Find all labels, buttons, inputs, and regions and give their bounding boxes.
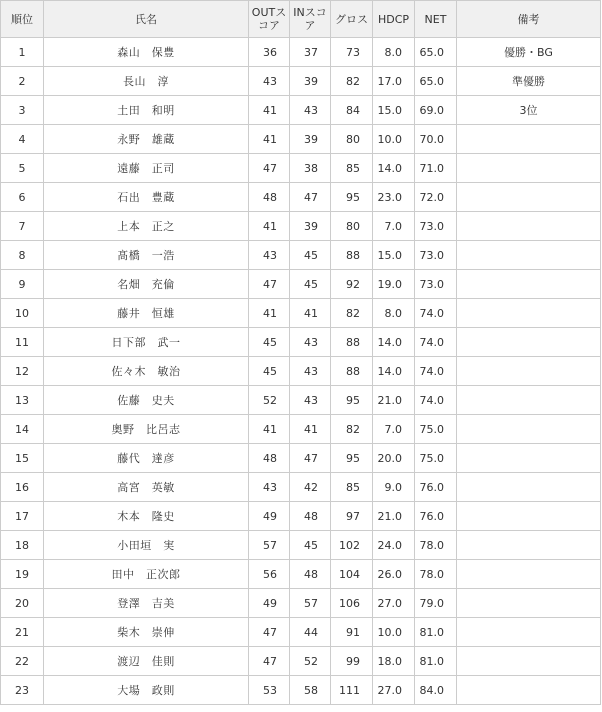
cell-out-score: 41 <box>249 125 290 154</box>
cell-rank: 20 <box>1 589 44 618</box>
cell-out-score: 49 <box>249 502 290 531</box>
cell-net: 78.0 <box>415 560 457 589</box>
cell-gross: 102 <box>331 531 373 560</box>
cell-gross: 82 <box>331 67 373 96</box>
cell-gross: 95 <box>331 183 373 212</box>
cell-name: 佐藤 史夫 <box>44 386 249 415</box>
table-row <box>1 38 601 67</box>
cell-rank: 23 <box>1 676 44 705</box>
cell-in-score: 41 <box>290 415 331 444</box>
cell-hdcp: 18.0 <box>373 647 415 676</box>
cell-name: 田中 正次郎 <box>44 560 249 589</box>
cell-hdcp: 15.0 <box>373 96 415 125</box>
cell-gross: 73 <box>331 38 373 67</box>
cell-net: 70.0 <box>415 125 457 154</box>
cell-rank: 1 <box>1 38 44 67</box>
cell-note <box>457 241 601 270</box>
cell-rank: 5 <box>1 154 44 183</box>
cell-in-score: 44 <box>290 618 331 647</box>
cell-rank: 8 <box>1 241 44 270</box>
cell-in-score: 58 <box>290 676 331 705</box>
cell-rank: 16 <box>1 473 44 502</box>
cell-hdcp: 21.0 <box>373 502 415 531</box>
cell-note: 3位 <box>457 96 601 125</box>
cell-name: 長山 淳 <box>44 67 249 96</box>
cell-name: 土田 和明 <box>44 96 249 125</box>
header-name: 氏名 <box>44 1 249 38</box>
cell-net: 69.0 <box>415 96 457 125</box>
header-gross: グロス <box>331 1 373 38</box>
cell-hdcp: 8.0 <box>373 38 415 67</box>
cell-hdcp: 7.0 <box>373 212 415 241</box>
cell-name: 藤井 恒雄 <box>44 299 249 328</box>
table-row <box>1 125 601 154</box>
cell-note <box>457 212 601 241</box>
table-row <box>1 299 601 328</box>
cell-net: 84.0 <box>415 676 457 705</box>
cell-gross: 95 <box>331 444 373 473</box>
cell-rank: 11 <box>1 328 44 357</box>
cell-out-score: 48 <box>249 444 290 473</box>
cell-note <box>457 328 601 357</box>
cell-gross: 85 <box>331 154 373 183</box>
cell-net: 71.0 <box>415 154 457 183</box>
cell-hdcp: 20.0 <box>373 444 415 473</box>
cell-note: 準優勝 <box>457 67 601 96</box>
cell-name: 高宮 英敏 <box>44 473 249 502</box>
cell-gross: 95 <box>331 386 373 415</box>
cell-net: 75.0 <box>415 444 457 473</box>
cell-in-score: 43 <box>290 357 331 386</box>
header-net: NET <box>415 1 457 38</box>
table-row <box>1 357 601 386</box>
cell-gross: 80 <box>331 125 373 154</box>
cell-hdcp: 17.0 <box>373 67 415 96</box>
cell-net: 74.0 <box>415 328 457 357</box>
cell-rank: 18 <box>1 531 44 560</box>
table-row <box>1 444 601 473</box>
cell-rank: 9 <box>1 270 44 299</box>
cell-note <box>457 618 601 647</box>
cell-net: 81.0 <box>415 618 457 647</box>
cell-out-score: 47 <box>249 618 290 647</box>
cell-note <box>457 502 601 531</box>
cell-rank: 13 <box>1 386 44 415</box>
cell-name: 木本 隆史 <box>44 502 249 531</box>
cell-gross: 85 <box>331 473 373 502</box>
cell-in-score: 39 <box>290 125 331 154</box>
cell-net: 72.0 <box>415 183 457 212</box>
cell-net: 78.0 <box>415 531 457 560</box>
cell-gross: 82 <box>331 299 373 328</box>
cell-in-score: 38 <box>290 154 331 183</box>
cell-net: 76.0 <box>415 502 457 531</box>
cell-note <box>457 676 601 705</box>
cell-out-score: 41 <box>249 96 290 125</box>
table-body <box>1 38 601 705</box>
cell-hdcp: 14.0 <box>373 328 415 357</box>
cell-rank: 22 <box>1 647 44 676</box>
cell-in-score: 45 <box>290 531 331 560</box>
table-row <box>1 154 601 183</box>
table-row <box>1 96 601 125</box>
cell-name: 遠藤 正司 <box>44 154 249 183</box>
cell-rank: 7 <box>1 212 44 241</box>
cell-name: 奥野 比呂志 <box>44 415 249 444</box>
cell-gross: 82 <box>331 415 373 444</box>
cell-hdcp: 14.0 <box>373 357 415 386</box>
cell-in-score: 42 <box>290 473 331 502</box>
cell-net: 75.0 <box>415 415 457 444</box>
cell-name: 石出 豊蔵 <box>44 183 249 212</box>
cell-in-score: 39 <box>290 212 331 241</box>
cell-note <box>457 386 601 415</box>
cell-out-score: 56 <box>249 560 290 589</box>
cell-note <box>457 270 601 299</box>
table-row <box>1 241 601 270</box>
cell-rank: 15 <box>1 444 44 473</box>
cell-gross: 104 <box>331 560 373 589</box>
cell-out-score: 45 <box>249 328 290 357</box>
cell-hdcp: 10.0 <box>373 125 415 154</box>
cell-rank: 2 <box>1 67 44 96</box>
cell-rank: 14 <box>1 415 44 444</box>
cell-name: 名畑 充倫 <box>44 270 249 299</box>
cell-note <box>457 589 601 618</box>
cell-net: 73.0 <box>415 212 457 241</box>
cell-net: 65.0 <box>415 38 457 67</box>
cell-out-score: 41 <box>249 212 290 241</box>
table-row <box>1 502 601 531</box>
cell-hdcp: 21.0 <box>373 386 415 415</box>
cell-in-score: 39 <box>290 67 331 96</box>
cell-name: 髙橋 一浩 <box>44 241 249 270</box>
cell-net: 81.0 <box>415 647 457 676</box>
table-row <box>1 386 601 415</box>
cell-note: 優勝・BG <box>457 38 601 67</box>
table-row <box>1 183 601 212</box>
cell-out-score: 49 <box>249 589 290 618</box>
cell-hdcp: 8.0 <box>373 299 415 328</box>
cell-note <box>457 183 601 212</box>
cell-rank: 10 <box>1 299 44 328</box>
cell-hdcp: 27.0 <box>373 589 415 618</box>
cell-net: 65.0 <box>415 67 457 96</box>
cell-in-score: 43 <box>290 96 331 125</box>
cell-hdcp: 26.0 <box>373 560 415 589</box>
cell-note <box>457 357 601 386</box>
cell-rank: 17 <box>1 502 44 531</box>
cell-out-score: 52 <box>249 386 290 415</box>
cell-note <box>457 299 601 328</box>
cell-gross: 91 <box>331 618 373 647</box>
table-row <box>1 328 601 357</box>
cell-net: 74.0 <box>415 357 457 386</box>
cell-out-score: 57 <box>249 531 290 560</box>
cell-note <box>457 154 601 183</box>
cell-name: 渡辺 佳則 <box>44 647 249 676</box>
cell-name: 藤代 達彦 <box>44 444 249 473</box>
cell-name: 日下部 武一 <box>44 328 249 357</box>
cell-out-score: 36 <box>249 38 290 67</box>
cell-in-score: 52 <box>290 647 331 676</box>
cell-gross: 92 <box>331 270 373 299</box>
cell-name: 上本 正之 <box>44 212 249 241</box>
cell-hdcp: 27.0 <box>373 676 415 705</box>
cell-hdcp: 7.0 <box>373 415 415 444</box>
cell-net: 73.0 <box>415 270 457 299</box>
cell-gross: 99 <box>331 647 373 676</box>
cell-out-score: 48 <box>249 183 290 212</box>
cell-note <box>457 560 601 589</box>
table-row <box>1 212 601 241</box>
cell-out-score: 53 <box>249 676 290 705</box>
table-row <box>1 415 601 444</box>
table-row <box>1 560 601 589</box>
table-header <box>1 1 601 38</box>
table-row <box>1 473 601 502</box>
cell-rank: 19 <box>1 560 44 589</box>
cell-note <box>457 647 601 676</box>
cell-name: 柴木 崇伸 <box>44 618 249 647</box>
table-row <box>1 589 601 618</box>
cell-in-score: 41 <box>290 299 331 328</box>
cell-out-score: 47 <box>249 154 290 183</box>
cell-net: 74.0 <box>415 299 457 328</box>
cell-gross: 106 <box>331 589 373 618</box>
cell-in-score: 45 <box>290 241 331 270</box>
cell-name: 佐々木 敏治 <box>44 357 249 386</box>
cell-out-score: 45 <box>249 357 290 386</box>
cell-rank: 4 <box>1 125 44 154</box>
cell-gross: 97 <box>331 502 373 531</box>
table-row <box>1 67 601 96</box>
cell-note <box>457 444 601 473</box>
table-row <box>1 270 601 299</box>
cell-gross: 88 <box>331 357 373 386</box>
cell-name: 永野 雄蔵 <box>44 125 249 154</box>
cell-out-score: 41 <box>249 299 290 328</box>
header-in-score: INスコア <box>290 1 331 38</box>
cell-in-score: 48 <box>290 502 331 531</box>
cell-in-score: 43 <box>290 386 331 415</box>
cell-name: 森山 保豊 <box>44 38 249 67</box>
cell-net: 74.0 <box>415 386 457 415</box>
header-note: 備考 <box>457 1 601 38</box>
cell-out-score: 43 <box>249 473 290 502</box>
cell-gross: 88 <box>331 328 373 357</box>
cell-hdcp: 24.0 <box>373 531 415 560</box>
cell-out-score: 43 <box>249 241 290 270</box>
cell-out-score: 41 <box>249 415 290 444</box>
header-row <box>1 1 601 38</box>
cell-rank: 21 <box>1 618 44 647</box>
table-row <box>1 531 601 560</box>
cell-in-score: 45 <box>290 270 331 299</box>
table-row <box>1 618 601 647</box>
cell-note <box>457 125 601 154</box>
header-out-score: OUTスコア <box>249 1 290 38</box>
table-row <box>1 647 601 676</box>
cell-in-score: 43 <box>290 328 331 357</box>
cell-net: 76.0 <box>415 473 457 502</box>
cell-hdcp: 15.0 <box>373 241 415 270</box>
cell-gross: 88 <box>331 241 373 270</box>
table-row <box>1 676 601 705</box>
cell-name: 登澤 吉美 <box>44 589 249 618</box>
header-hdcp: HDCP <box>373 1 415 38</box>
cell-in-score: 37 <box>290 38 331 67</box>
cell-net: 79.0 <box>415 589 457 618</box>
cell-gross: 84 <box>331 96 373 125</box>
cell-hdcp: 14.0 <box>373 154 415 183</box>
cell-gross: 111 <box>331 676 373 705</box>
cell-out-score: 43 <box>249 67 290 96</box>
cell-hdcp: 19.0 <box>373 270 415 299</box>
cell-out-score: 47 <box>249 270 290 299</box>
cell-in-score: 47 <box>290 444 331 473</box>
cell-hdcp: 23.0 <box>373 183 415 212</box>
cell-note <box>457 415 601 444</box>
cell-rank: 6 <box>1 183 44 212</box>
cell-name: 大場 政則 <box>44 676 249 705</box>
cell-in-score: 47 <box>290 183 331 212</box>
cell-hdcp: 9.0 <box>373 473 415 502</box>
cell-rank: 12 <box>1 357 44 386</box>
cell-in-score: 57 <box>290 589 331 618</box>
cell-note <box>457 473 601 502</box>
cell-gross: 80 <box>331 212 373 241</box>
cell-rank: 3 <box>1 96 44 125</box>
cell-note <box>457 531 601 560</box>
cell-name: 小田垣 実 <box>44 531 249 560</box>
cell-out-score: 47 <box>249 647 290 676</box>
cell-net: 73.0 <box>415 241 457 270</box>
header-rank: 順位 <box>1 1 44 38</box>
cell-hdcp: 10.0 <box>373 618 415 647</box>
cell-in-score: 48 <box>290 560 331 589</box>
